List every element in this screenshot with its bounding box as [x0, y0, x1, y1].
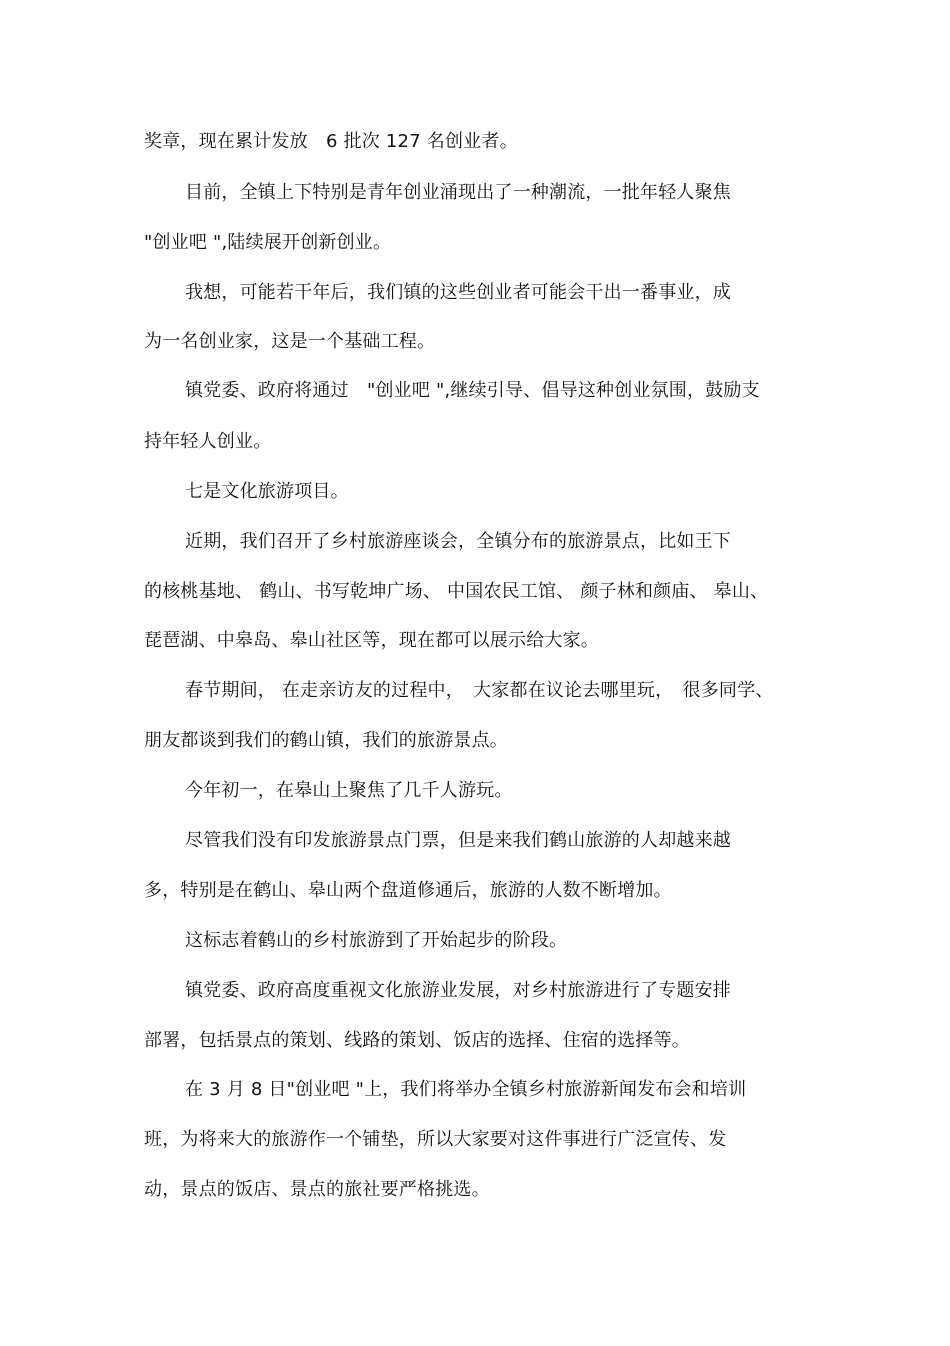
text-line: 动，景点的饭店、景点的旅社要严格挑选。 — [144, 1179, 490, 1200]
text-line: 部署，包括景点的策划、线路的策划、饭店的选择、住宿的选择等。 — [144, 1030, 690, 1051]
text-line: 的核桃基地、 鹤山、书写乾坤广场、 中国农民工馆、 颜子林和颜庙、 皋山、 — [144, 581, 769, 602]
text-line: 多，特别是在鹤山、皋山两个盘道修通后，旅游的人数不断增加。 — [144, 880, 672, 901]
paragraph-start-line: 这标志着鹤山的乡村旅游到了开始起步的阶段。 — [185, 930, 568, 951]
text-line: 朋友都谈到我们的鹤山镇，我们的旅游景点。 — [144, 730, 508, 751]
text-line: 琵琶湖、中皋岛、皋山社区等，现在都可以展示给大家。 — [144, 630, 599, 651]
text-line: 持年轻人创业。 — [144, 431, 272, 452]
paragraph-start-line: 春节期间， 在走亲访友的过程中， 大家都在议论去哪里玩， 很多同学、 — [185, 680, 774, 701]
paragraph-start-line: 七是文化旅游项目。 — [185, 481, 349, 502]
paragraph-start-line: 今年初一，在皋山上聚焦了几千人游玩。 — [185, 780, 513, 801]
paragraph-start-line: 镇党委、政府高度重视文化旅游业发展，对乡村旅游进行了专题安排 — [185, 980, 731, 1001]
paragraph-start-line: 目前，全镇上下特别是青年创业涌现出了一种潮流，一批年轻人聚焦 — [185, 182, 731, 203]
paragraph-start-line: 我想，可能若干年后，我们镇的这些创业者可能会干出一番事业，成 — [185, 282, 731, 303]
text-line: "创业吧 ",陆续展开创新创业。 — [144, 232, 392, 253]
text-line: 为一名创业家，这是一个基础工程。 — [144, 331, 436, 352]
text-line: 奖章，现在累计发放 6 批次 127 名创业者。 — [144, 131, 518, 152]
paragraph-start-line: 尽管我们没有印发旅游景点门票，但是来我们鹤山旅游的人却越来越 — [185, 830, 731, 851]
text-line: 班，为将来大的旅游作一个铺垫，所以大家要对这件事进行广泛宣传、发 — [144, 1129, 727, 1150]
paragraph-start-line: 镇党委、政府将通过 "创业吧 ",继续引导、倡导这种创业氛围，鼓励支 — [185, 380, 760, 401]
paragraph-start-line: 在 3 月 8 日"创业吧 "上，我们将举办全镇乡村旅游新闻发布会和培训 — [185, 1079, 747, 1100]
paragraph-start-line: 近期，我们召开了乡村旅游座谈会，全镇分布的旅游景点，比如王下 — [185, 531, 731, 552]
